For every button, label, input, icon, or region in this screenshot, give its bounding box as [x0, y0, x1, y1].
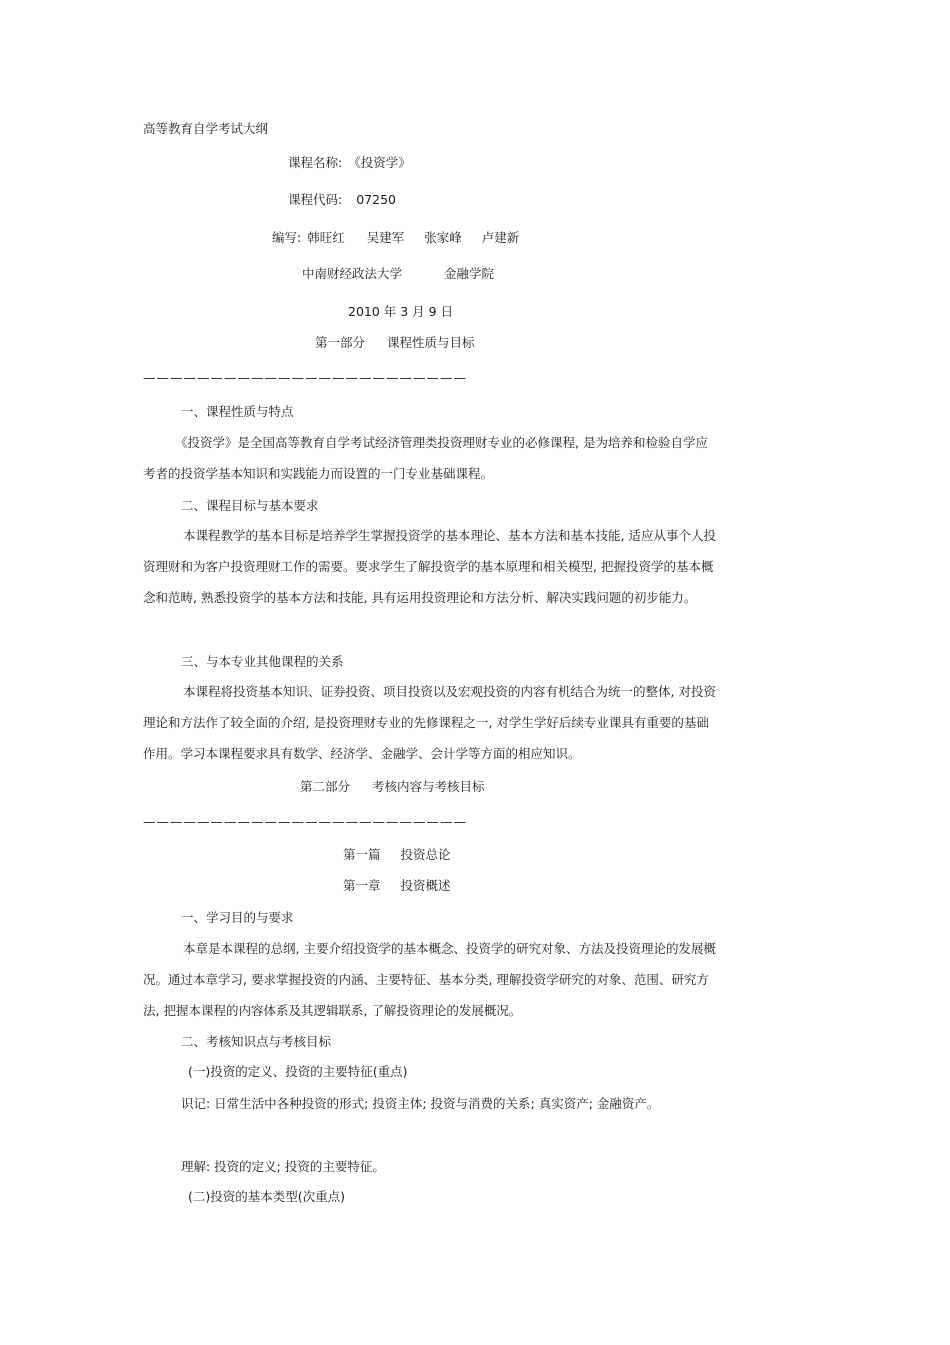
paragraph-line: 资理财和为客户投资理财工作的需要。要求学生了解投资学的基本原理和相关模型, 把握投资学的基本概 [143, 559, 714, 574]
section-divider: ———————————————————————— [143, 370, 467, 385]
part2-number: 第二部分 [300, 779, 351, 794]
author-name: 张家峰 [424, 230, 462, 245]
part1-number: 第一部分 [315, 335, 366, 350]
pian-title-text: 投资总论 [400, 847, 451, 862]
paragraph-line: 考者的投资学基本知识和实践能力而设置的一门专业基础课程。 [143, 466, 494, 481]
paragraph-line: 本课程教学的基本目标是培养学生掌握投资学的基本理论、基本方法和基本技能, 适应从事个人投 [183, 528, 716, 543]
authors-row [272, 230, 519, 246]
section-heading: 二、考核知识点与考核目标 [181, 1034, 332, 1049]
chapter-number: 第一章 [343, 878, 381, 893]
document-title: 高等教育自学考试大纲 [143, 121, 269, 136]
course-code: 07250 [356, 192, 396, 207]
paragraph-line: 法, 把握本课程的内容体系及其逻辑联系, 了解投资理论的发展概况。 [143, 1003, 522, 1018]
paragraph-line: 况。通过本章学习, 要求掌握投资的内涵、主要特征、基本分类, 理解投资学研究的对象、范围、研究方 [143, 972, 709, 987]
paragraph [143, 933, 741, 1026]
authors-label: 编写: [272, 230, 302, 245]
pian-title [343, 847, 451, 863]
paragraph-line: 理论和方法作了较全面的介绍, 是投资理财专业的先修课程之一, 对学生学好后续专业课具有重要的基础 [143, 715, 709, 730]
knowledge-point: (二)投资的基本类型(次重点) [188, 1189, 346, 1204]
paragraph-line: 《投资学》是全国高等教育自学考试经济管理类投资理财专业的必修课程, 是为培养和检验自学应 [175, 435, 708, 450]
part1-title-text: 课程性质与目标 [387, 335, 475, 350]
course-code-row [288, 192, 396, 208]
university-name: 中南财经政法大学 [302, 266, 403, 281]
course-code-label: 课程代码: [288, 192, 343, 207]
paragraph-line: 作用。学习本课程要求具有数学、经济学、金融学、会计学等方面的相应知识。 [143, 746, 581, 761]
section-heading: 一、课程性质与特点 [181, 404, 294, 419]
course-name-row [288, 155, 411, 171]
section-heading: 二、课程目标与基本要求 [181, 498, 319, 513]
knowledge-point: (一)投资的定义、投资的主要特征(重点) [188, 1064, 408, 1079]
paragraph [143, 427, 741, 489]
author-name: 吴建军 [366, 230, 405, 245]
paragraph-line: 本课程将投资基本知识、证券投资、项目投资以及宏观投资的内容有机结合为统一的整体, 对投资 [183, 684, 716, 699]
course-name-label: 课程名称: [288, 155, 343, 170]
course-name: 《投资学》 [348, 155, 411, 170]
section-heading: 一、学习目的与要求 [181, 910, 294, 925]
pian-number: 第一篇 [343, 847, 381, 862]
chapter-title [343, 878, 451, 894]
part2-title [300, 779, 485, 795]
paragraph [143, 676, 741, 769]
author-name: 韩旺红 [307, 230, 345, 245]
section-divider: ———————————————————————— [143, 814, 467, 829]
section-heading: 三、与本专业其他课程的关系 [181, 654, 344, 669]
paragraph [143, 520, 741, 613]
affiliation-row [302, 266, 494, 282]
school-name: 金融学院 [444, 266, 495, 281]
understand-requirements: 理解: 投资的定义; 投资的主要特征。 [181, 1159, 385, 1174]
paragraph-line: 念和范畴, 熟悉投资学的基本方法和技能, 具有运用投资理论和方法分析、解决实践问题的初步能力。 [143, 590, 697, 605]
part2-title-text: 考核内容与考核目标 [372, 779, 485, 794]
document-date: 2010 年 3 月 9 日 [348, 304, 454, 319]
recall-requirements: 识记: 日常生活中各种投资的形式; 投资主体; 投资与消费的关系; 真实资产; 金融资产。 [181, 1096, 660, 1111]
paragraph-line: 本章是本课程的总纲, 主要介绍投资学的基本概念、投资学的研究对象、方法及投资理论的发展概 [183, 941, 716, 956]
author-name: 卢建新 [481, 230, 520, 245]
chapter-title-text: 投资概述 [400, 878, 451, 893]
part1-title [315, 335, 475, 351]
